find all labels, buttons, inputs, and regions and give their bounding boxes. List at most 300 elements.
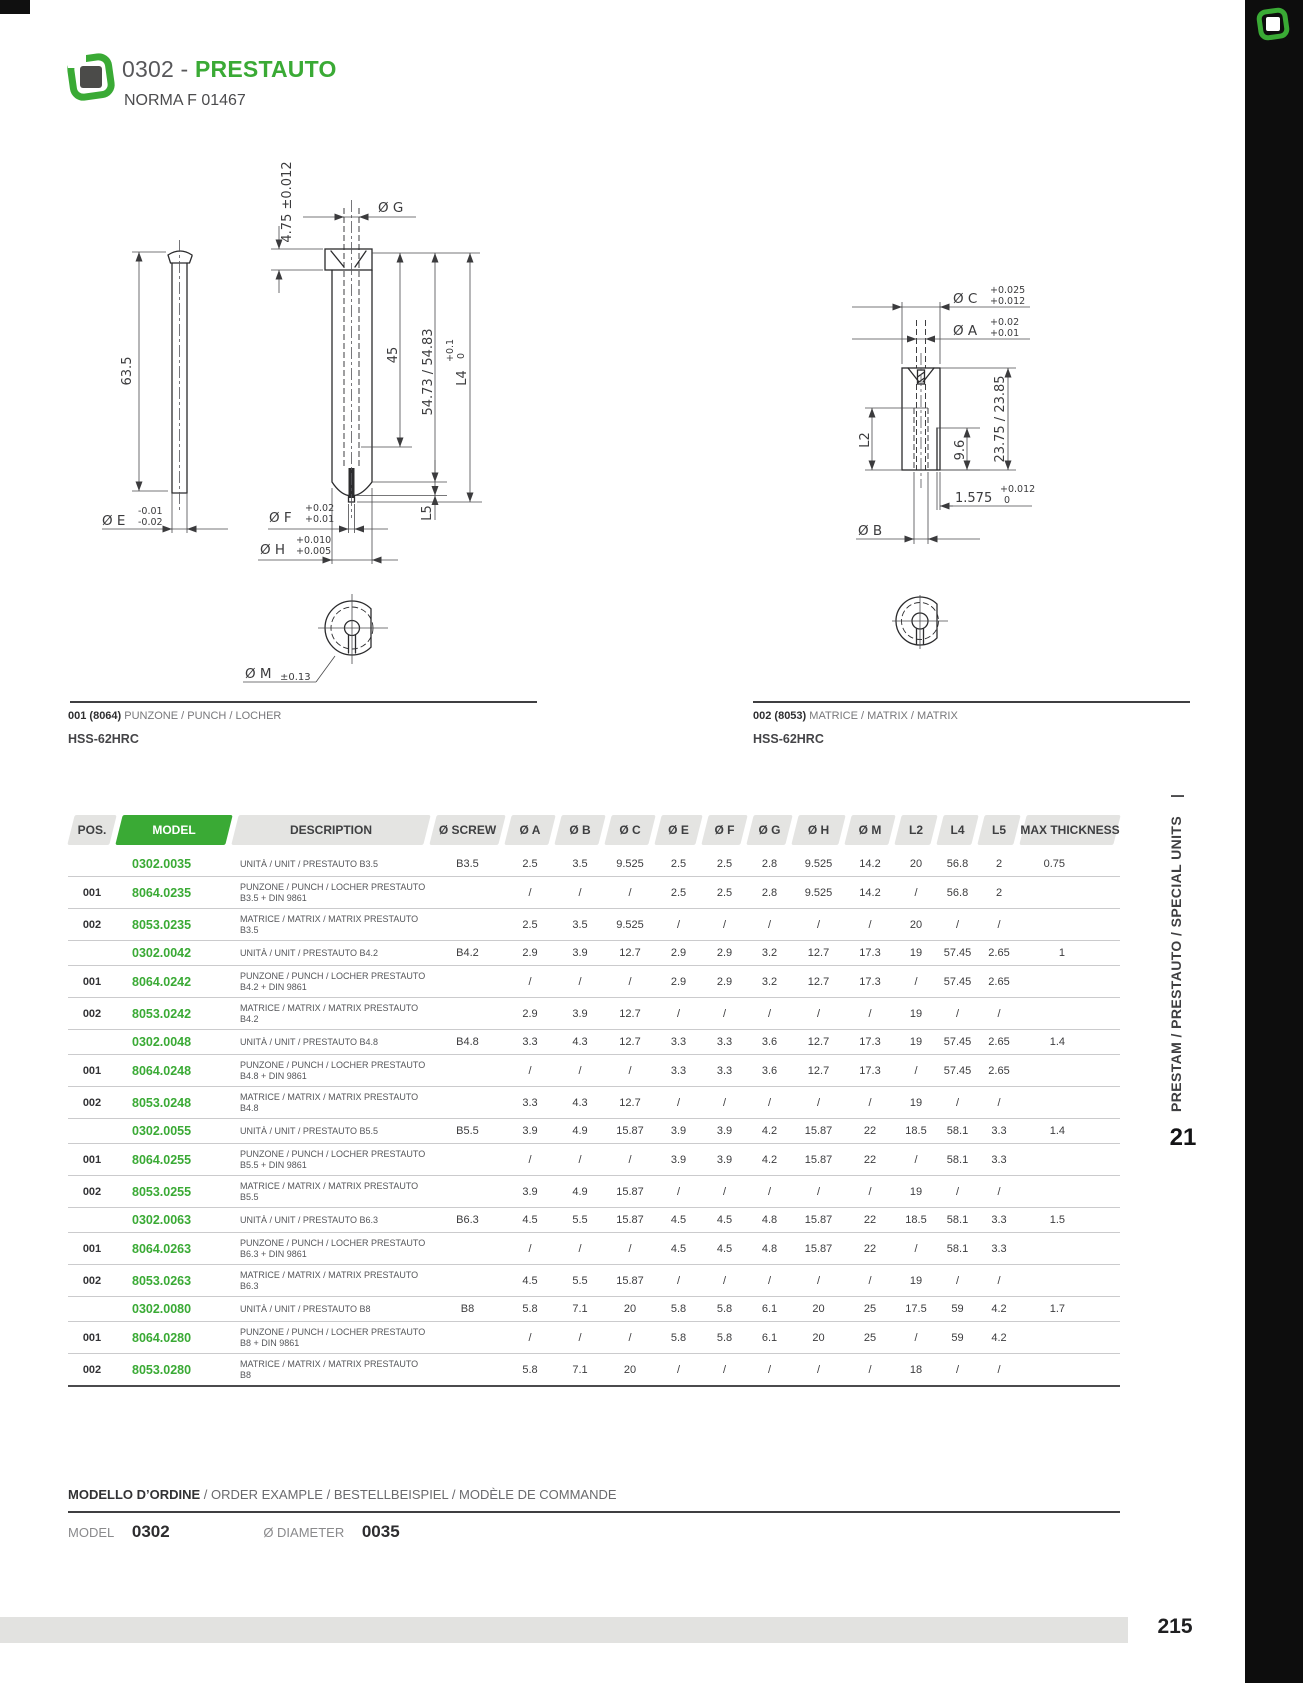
cell-dim-0: / <box>505 1144 555 1176</box>
cell-dim-0: 5.8 <box>505 1297 555 1322</box>
cell-dim-2: / <box>605 877 655 909</box>
cell-max-thickness <box>1020 1265 1120 1297</box>
cell-dim-6: 20 <box>792 1297 845 1322</box>
cell-dim-5: 3.6 <box>747 1030 792 1055</box>
cell-dim-8: 19 <box>895 1087 937 1119</box>
cell-dim-7: 17.3 <box>845 941 895 966</box>
cell-position <box>68 849 116 877</box>
cell-dim-5: / <box>747 909 792 941</box>
cell-description <box>232 1087 430 1119</box>
cell-model-number: 8064.0255 <box>116 1144 232 1176</box>
dim-dia-f: Ø F <box>269 510 292 526</box>
cell-dim-3: / <box>655 1087 702 1119</box>
description-line-2: B8 <box>240 1369 252 1380</box>
cell-dim-6: 15.87 <box>792 1144 845 1176</box>
cell-dim-4: / <box>702 1087 747 1119</box>
description-line-1: MATRICE / MATRIX / MATRIX PRESTAUTO <box>240 1359 419 1369</box>
cell-dim-0: 3.9 <box>505 1119 555 1144</box>
cell-dim-8: 19 <box>895 1176 937 1208</box>
dim-l5: L5 <box>420 505 435 521</box>
cell-dim-9: 56.8 <box>937 877 978 909</box>
cell-description <box>232 1144 430 1176</box>
column-header-model <box>116 815 232 849</box>
cell-dim-3: 3.9 <box>655 1144 702 1176</box>
dia-e-tol-lower: -0.02 <box>138 517 163 528</box>
cell-screw: B6.3 <box>430 1208 505 1233</box>
cell-dim-2: 9.525 <box>605 909 655 941</box>
cell-max-thickness <box>1020 1176 1120 1208</box>
cell-dim-4: / <box>702 1176 747 1208</box>
cell-model-number: 8064.0248 <box>116 1055 232 1087</box>
chapter-tab-divider: | <box>1168 793 1184 798</box>
cell-dim-9: 57.45 <box>937 941 978 966</box>
table-row <box>68 1176 1120 1208</box>
cell-position: 001 <box>68 966 116 998</box>
cell-dim-6: 9.525 <box>792 849 845 877</box>
cell-dim-3: 2.5 <box>655 877 702 909</box>
cell-dim-6: / <box>792 1087 845 1119</box>
cell-dim-7: 14.2 <box>845 849 895 877</box>
cell-dim-0: / <box>505 877 555 909</box>
header-cell-label: L2 <box>908 823 923 837</box>
cell-dim-7: / <box>845 1265 895 1297</box>
description-line-1: UNITÀ / UNIT / PRESTAUTO B4.2 <box>240 947 379 958</box>
cell-dim-4: 3.3 <box>702 1030 747 1055</box>
cell-description <box>232 1233 430 1265</box>
chapter-sidebar <box>1245 0 1303 1683</box>
description-line-1: MATRICE / MATRIX / MATRIX PRESTAUTO <box>240 1181 419 1191</box>
cell-dim-10: / <box>978 1354 1020 1387</box>
dia-m-tolerance: ±0.13 <box>280 672 311 683</box>
cell-dim-10: 2.65 <box>978 1030 1020 1055</box>
cell-dim-1: / <box>555 1322 605 1354</box>
description-line-1: PUNZONE / PUNCH / LOCHER PRESTAUTO <box>240 1149 426 1159</box>
cell-dim-1: 4.3 <box>555 1030 605 1055</box>
cell-position: 002 <box>68 1176 116 1208</box>
cell-screw: B4.8 <box>430 1030 505 1055</box>
cell-dim-3: 5.8 <box>655 1322 702 1354</box>
cell-model-number: 0302.0042 <box>116 941 232 966</box>
cell-dim-3: 4.5 <box>655 1233 702 1265</box>
cell-dim-0: / <box>505 1233 555 1265</box>
matrix-caption <box>753 710 958 722</box>
order-example-title <box>68 1487 617 1502</box>
header-cell-label: DESCRIPTION <box>289 823 372 837</box>
cell-dim-5: 2.8 <box>747 877 792 909</box>
l4-tol-upper: +0.1 <box>445 338 456 362</box>
cell-dim-8: 18.5 <box>895 1119 937 1144</box>
cell-screw: B5.5 <box>430 1119 505 1144</box>
order-model-value: 0302 <box>131 1522 170 1541</box>
page-title <box>122 56 337 83</box>
cell-dim-4: 2.5 <box>702 849 747 877</box>
cell-dim-6: 20 <box>792 1322 845 1354</box>
cell-model-number: 8053.0235 <box>116 909 232 941</box>
cell-dim-9: 59 <box>937 1297 978 1322</box>
dim-54: 54.73 / 54.83 <box>421 328 436 416</box>
cell-dim-8: 20 <box>895 849 937 877</box>
table-row <box>68 1208 1120 1233</box>
cell-dim-1: 3.9 <box>555 941 605 966</box>
cell-dim-10: / <box>978 909 1020 941</box>
description-line-2: B4.8 <box>240 1102 259 1113</box>
cell-dim-8: / <box>895 1322 937 1354</box>
header-cell-label: Ø H <box>807 823 830 837</box>
cell-dim-8: 18 <box>895 1354 937 1387</box>
punch-caption <box>68 710 281 722</box>
cell-dim-7: 25 <box>845 1322 895 1354</box>
cell-dim-4: 2.5 <box>702 877 747 909</box>
description-line-1: PUNZONE / PUNCH / LOCHER PRESTAUTO <box>240 971 426 981</box>
description-line-2: B4.2 <box>240 1013 259 1024</box>
dim-23: 23.75 / 23.85 <box>993 375 1008 463</box>
cell-dim-7: 17.3 <box>845 1030 895 1055</box>
model-code: 0302 - <box>122 56 189 82</box>
dia-a-tol-upper: +0.02 <box>990 317 1020 328</box>
cell-dim-5: 4.8 <box>747 1233 792 1265</box>
cell-dim-9: 57.45 <box>937 1030 978 1055</box>
description-line-2: B5.5 <box>240 1191 259 1202</box>
cell-model-number: 8053.0242 <box>116 998 232 1030</box>
matrix-caption-text: MATRICE / MATRIX / MATRIX <box>809 710 958 722</box>
cell-dim-4: 5.8 <box>702 1322 747 1354</box>
cell-description <box>232 849 430 877</box>
cell-model-number: 0302.0035 <box>116 849 232 877</box>
cell-dim-9: 56.8 <box>937 849 978 877</box>
cell-screw <box>430 1354 505 1387</box>
cell-max-thickness <box>1020 998 1120 1030</box>
cell-position <box>68 1030 116 1055</box>
cell-max-thickness <box>1020 1233 1120 1265</box>
cell-dim-2: 15.87 <box>605 1119 655 1144</box>
header-cell-label: L4 <box>950 823 965 837</box>
cell-dim-7: 22 <box>845 1233 895 1265</box>
cell-dim-8: 19 <box>895 941 937 966</box>
cell-screw <box>430 909 505 941</box>
order-example-rule <box>68 1511 1120 1513</box>
cell-dim-8: 18.5 <box>895 1208 937 1233</box>
description-line-1: PUNZONE / PUNCH / LOCHER PRESTAUTO <box>240 1238 426 1248</box>
dia-c-tol-lower: +0.012 <box>990 296 1026 307</box>
cell-model-number: 8053.0248 <box>116 1087 232 1119</box>
cell-dim-10: 2 <box>978 877 1020 909</box>
cell-dim-1: 4.3 <box>555 1087 605 1119</box>
header-cell-label: L5 <box>991 823 1006 837</box>
dia-f-tol-lower: +0.01 <box>305 514 335 525</box>
cell-screw <box>430 1144 505 1176</box>
cell-dim-4: 2.9 <box>702 941 747 966</box>
cell-description <box>232 1297 430 1322</box>
cell-description <box>232 1208 430 1233</box>
page-number: 215 <box>1157 1615 1193 1638</box>
cell-model-number: 8064.0280 <box>116 1322 232 1354</box>
cell-dim-0: 3.3 <box>505 1087 555 1119</box>
cell-dim-10: / <box>978 1176 1020 1208</box>
cell-dim-3: 3.3 <box>655 1055 702 1087</box>
punch-position-code: 001 (8064) <box>68 710 122 722</box>
cell-dim-8: 17.5 <box>895 1297 937 1322</box>
cell-description <box>232 1176 430 1208</box>
cell-model-number: 8064.0235 <box>116 877 232 909</box>
description-line-2: B3.5 + DIN 9861 <box>240 892 307 903</box>
dim-dia-m: Ø M <box>245 666 272 682</box>
cell-dim-8: / <box>895 966 937 998</box>
dim-head-height: 4.75 ±0.012 <box>280 161 295 243</box>
page-corner-mark <box>0 0 30 14</box>
cell-dim-3: 3.3 <box>655 1030 702 1055</box>
cell-dim-10: / <box>978 1265 1020 1297</box>
punch-technical-drawing <box>68 150 628 695</box>
punch-material: HSS-62HRC <box>68 732 139 746</box>
cell-dim-7: 22 <box>845 1119 895 1144</box>
cell-position <box>68 1119 116 1144</box>
cell-dim-0: 2.9 <box>505 998 555 1030</box>
cell-position <box>68 941 116 966</box>
cell-dim-10: 2.65 <box>978 1055 1020 1087</box>
cell-dim-4: 2.9 <box>702 966 747 998</box>
cell-screw <box>430 998 505 1030</box>
table-row <box>68 877 1120 909</box>
cell-dim-9: / <box>937 909 978 941</box>
cell-dim-2: 20 <box>605 1354 655 1387</box>
cell-screw <box>430 1176 505 1208</box>
cell-dim-1: 3.5 <box>555 909 605 941</box>
cell-dim-6: / <box>792 909 845 941</box>
cell-description <box>232 909 430 941</box>
matrix-material: HSS-62HRC <box>753 732 824 746</box>
cell-description <box>232 1265 430 1297</box>
cell-dim-1: / <box>555 1233 605 1265</box>
dim-l2: L2 <box>858 432 873 448</box>
table-row <box>68 1087 1120 1119</box>
cell-max-thickness <box>1020 1055 1120 1087</box>
description-line-2: B4.2 + DIN 9861 <box>240 981 307 992</box>
column-header-l4 <box>937 815 978 849</box>
cell-dim-3: 2.9 <box>655 941 702 966</box>
header-cell-label: Ø SCREW <box>438 823 497 837</box>
cell-max-thickness <box>1020 1144 1120 1176</box>
cell-dim-2: 15.87 <box>605 1176 655 1208</box>
edge-tol-lower: 0 <box>1004 495 1011 506</box>
table-row <box>68 849 1120 877</box>
header-cell-label: Ø C <box>619 823 641 837</box>
cell-dim-8: 19 <box>895 1265 937 1297</box>
table-row <box>68 1030 1120 1055</box>
cell-dim-5: 3.2 <box>747 966 792 998</box>
cell-dim-10: 3.3 <box>978 1119 1020 1144</box>
column-header-c <box>605 815 655 849</box>
cell-dim-1: / <box>555 1144 605 1176</box>
cell-model-number: 8053.0280 <box>116 1354 232 1387</box>
cell-screw: B8 <box>430 1297 505 1322</box>
cell-description <box>232 1119 430 1144</box>
cell-dim-1: 4.9 <box>555 1119 605 1144</box>
cell-dim-10: 3.3 <box>978 1144 1020 1176</box>
description-line-1: MATRICE / MATRIX / MATRIX PRESTAUTO <box>240 1092 419 1102</box>
cell-dim-7: 22 <box>845 1208 895 1233</box>
cell-dim-1: 7.1 <box>555 1297 605 1322</box>
cell-dim-6: 9.525 <box>792 877 845 909</box>
cell-description <box>232 1030 430 1055</box>
cell-dim-8: / <box>895 1144 937 1176</box>
cell-dim-0: 2.9 <box>505 941 555 966</box>
description-line-1: PUNZONE / PUNCH / LOCHER PRESTAUTO <box>240 882 426 892</box>
cell-description <box>232 941 430 966</box>
cell-dim-9: / <box>937 1265 978 1297</box>
matrix-dimensions <box>852 285 1035 544</box>
cell-dim-0: 2.5 <box>505 909 555 941</box>
cell-dim-6: 12.7 <box>792 966 845 998</box>
cell-dim-8: / <box>895 1055 937 1087</box>
header-cell-label: Ø M <box>858 823 882 837</box>
cell-dim-2: / <box>605 1055 655 1087</box>
cell-dim-0: 2.5 <box>505 849 555 877</box>
dia-f-tol-upper: +0.02 <box>305 503 335 514</box>
cell-dim-1: 7.1 <box>555 1354 605 1387</box>
cell-dim-7: / <box>845 998 895 1030</box>
table-row <box>68 1265 1120 1297</box>
punch-caption-text: PUNZONE / PUNCH / LOCHER <box>124 710 282 722</box>
cell-dim-2: 12.7 <box>605 941 655 966</box>
cell-position: 002 <box>68 909 116 941</box>
cell-dim-5: / <box>747 1354 792 1387</box>
cell-dim-2: / <box>605 1233 655 1265</box>
cell-position <box>68 1208 116 1233</box>
table-row <box>68 1322 1120 1354</box>
cell-description <box>232 1322 430 1354</box>
cell-dim-4: / <box>702 1354 747 1387</box>
cell-dim-1: 3.5 <box>555 849 605 877</box>
cell-position: 002 <box>68 1354 116 1387</box>
column-header-screw <box>430 815 505 849</box>
cell-dim-0: 3.3 <box>505 1030 555 1055</box>
description-line-1: UNITÀ / UNIT / PRESTAUTO B4.8 <box>240 1036 379 1047</box>
cell-dim-10: / <box>978 998 1020 1030</box>
table-header-row <box>68 815 1120 849</box>
column-header-description <box>232 815 430 849</box>
description-line-1: UNITÀ / UNIT / PRESTAUTO B5.5 <box>240 1125 379 1136</box>
cell-dim-6: / <box>792 1354 845 1387</box>
dim-dia-e: Ø E <box>102 513 126 529</box>
matrix-bottom-view <box>892 595 948 649</box>
model-name: PRESTAUTO <box>195 56 337 82</box>
dia-h-tol-lower: +0.005 <box>296 546 332 557</box>
punch-caption-rule <box>70 701 537 703</box>
cell-dim-1: 5.5 <box>555 1265 605 1297</box>
cell-dim-9: / <box>937 1087 978 1119</box>
cell-dim-4: 3.9 <box>702 1119 747 1144</box>
column-header-b <box>555 815 605 849</box>
table-row <box>68 1233 1120 1265</box>
header-cell-label: Ø A <box>519 823 541 837</box>
dia-c-tol-upper: +0.025 <box>990 285 1026 296</box>
cell-dim-4: / <box>702 1265 747 1297</box>
punch-bottom-view <box>243 594 388 683</box>
cell-dim-9: 58.1 <box>937 1208 978 1233</box>
description-line-2: B6.3 <box>240 1280 259 1291</box>
edge-tol-upper: +0.012 <box>1000 484 1036 495</box>
cell-position <box>68 1297 116 1322</box>
cell-dim-6: 12.7 <box>792 1055 845 1087</box>
cell-dim-10: 4.2 <box>978 1322 1020 1354</box>
sidebar-logo-icon <box>1256 7 1290 41</box>
cell-dim-2: 15.87 <box>605 1208 655 1233</box>
cell-dim-5: 6.1 <box>747 1297 792 1322</box>
cell-dim-2: 15.87 <box>605 1265 655 1297</box>
description-line-2: B4.8 + DIN 9861 <box>240 1070 307 1081</box>
header-cell-label: POS. <box>77 823 107 837</box>
footer-bar <box>0 1617 1128 1643</box>
column-header-m <box>845 815 895 849</box>
cell-dim-7: / <box>845 1087 895 1119</box>
table-row <box>68 1055 1120 1087</box>
cell-dim-8: 19 <box>895 998 937 1030</box>
cell-dim-9: 57.45 <box>937 1055 978 1087</box>
cell-dim-3: 5.8 <box>655 1297 702 1322</box>
cell-dim-2: / <box>605 1144 655 1176</box>
punch-dimensions <box>258 161 482 564</box>
table-row <box>68 998 1120 1030</box>
cell-model-number: 0302.0063 <box>116 1208 232 1233</box>
cell-dim-5: 4.8 <box>747 1208 792 1233</box>
punch-side-view <box>325 200 372 518</box>
cell-dim-2: / <box>605 1322 655 1354</box>
cell-dim-3: / <box>655 998 702 1030</box>
cell-dim-1: / <box>555 1055 605 1087</box>
order-example-line <box>68 1522 490 1542</box>
cell-dim-3: 2.9 <box>655 966 702 998</box>
cell-description <box>232 1055 430 1087</box>
dim-dia-c: Ø C <box>953 291 978 307</box>
cell-dim-5: 6.1 <box>747 1322 792 1354</box>
cell-dim-6: / <box>792 1265 845 1297</box>
parts-table <box>68 815 1120 1387</box>
order-title-translations: / ORDER EXAMPLE / BESTELLBEISPIEL / MODÈLE DE COMMANDE <box>200 1487 617 1502</box>
matrix-position-code: 002 (8053) <box>753 710 807 722</box>
chapter-number: 21 <box>1169 1124 1197 1151</box>
cell-screw <box>430 877 505 909</box>
table-row <box>68 966 1120 998</box>
cell-dim-0: 4.5 <box>505 1208 555 1233</box>
dia-e-tol-upper: -0.01 <box>138 506 163 517</box>
dim-step-height: 9.6 <box>953 439 968 461</box>
order-diameter-label: Ø DIAMETER <box>263 1525 345 1540</box>
cell-dim-9: 59 <box>937 1322 978 1354</box>
cell-dim-5: 4.2 <box>747 1119 792 1144</box>
cell-model-number: 0302.0080 <box>116 1297 232 1322</box>
cell-dim-7: 22 <box>845 1144 895 1176</box>
cell-position: 002 <box>68 1087 116 1119</box>
cell-dim-6: 15.87 <box>792 1119 845 1144</box>
description-line-1: PUNZONE / PUNCH / LOCHER PRESTAUTO <box>240 1060 426 1070</box>
cell-dim-2: / <box>605 966 655 998</box>
matrix-technical-drawing <box>820 258 1120 688</box>
table-row <box>68 1297 1120 1322</box>
dim-edge: 1.575 <box>955 491 993 506</box>
cell-position: 001 <box>68 1233 116 1265</box>
cell-model-number: 8053.0263 <box>116 1265 232 1297</box>
table-row <box>68 909 1120 941</box>
cell-dim-0: 5.8 <box>505 1354 555 1387</box>
dim-dia-g: Ø G <box>378 200 404 216</box>
cell-dim-7: / <box>845 1176 895 1208</box>
cell-dim-3: 2.5 <box>655 849 702 877</box>
cell-dim-7: 25 <box>845 1297 895 1322</box>
cell-screw: B4.2 <box>430 941 505 966</box>
cell-position: 001 <box>68 1055 116 1087</box>
cell-dim-2: 12.7 <box>605 1087 655 1119</box>
chapter-tab-text: PRESTAM / PRESTAUTO / SPECIAL UNITS <box>1168 815 1184 1112</box>
